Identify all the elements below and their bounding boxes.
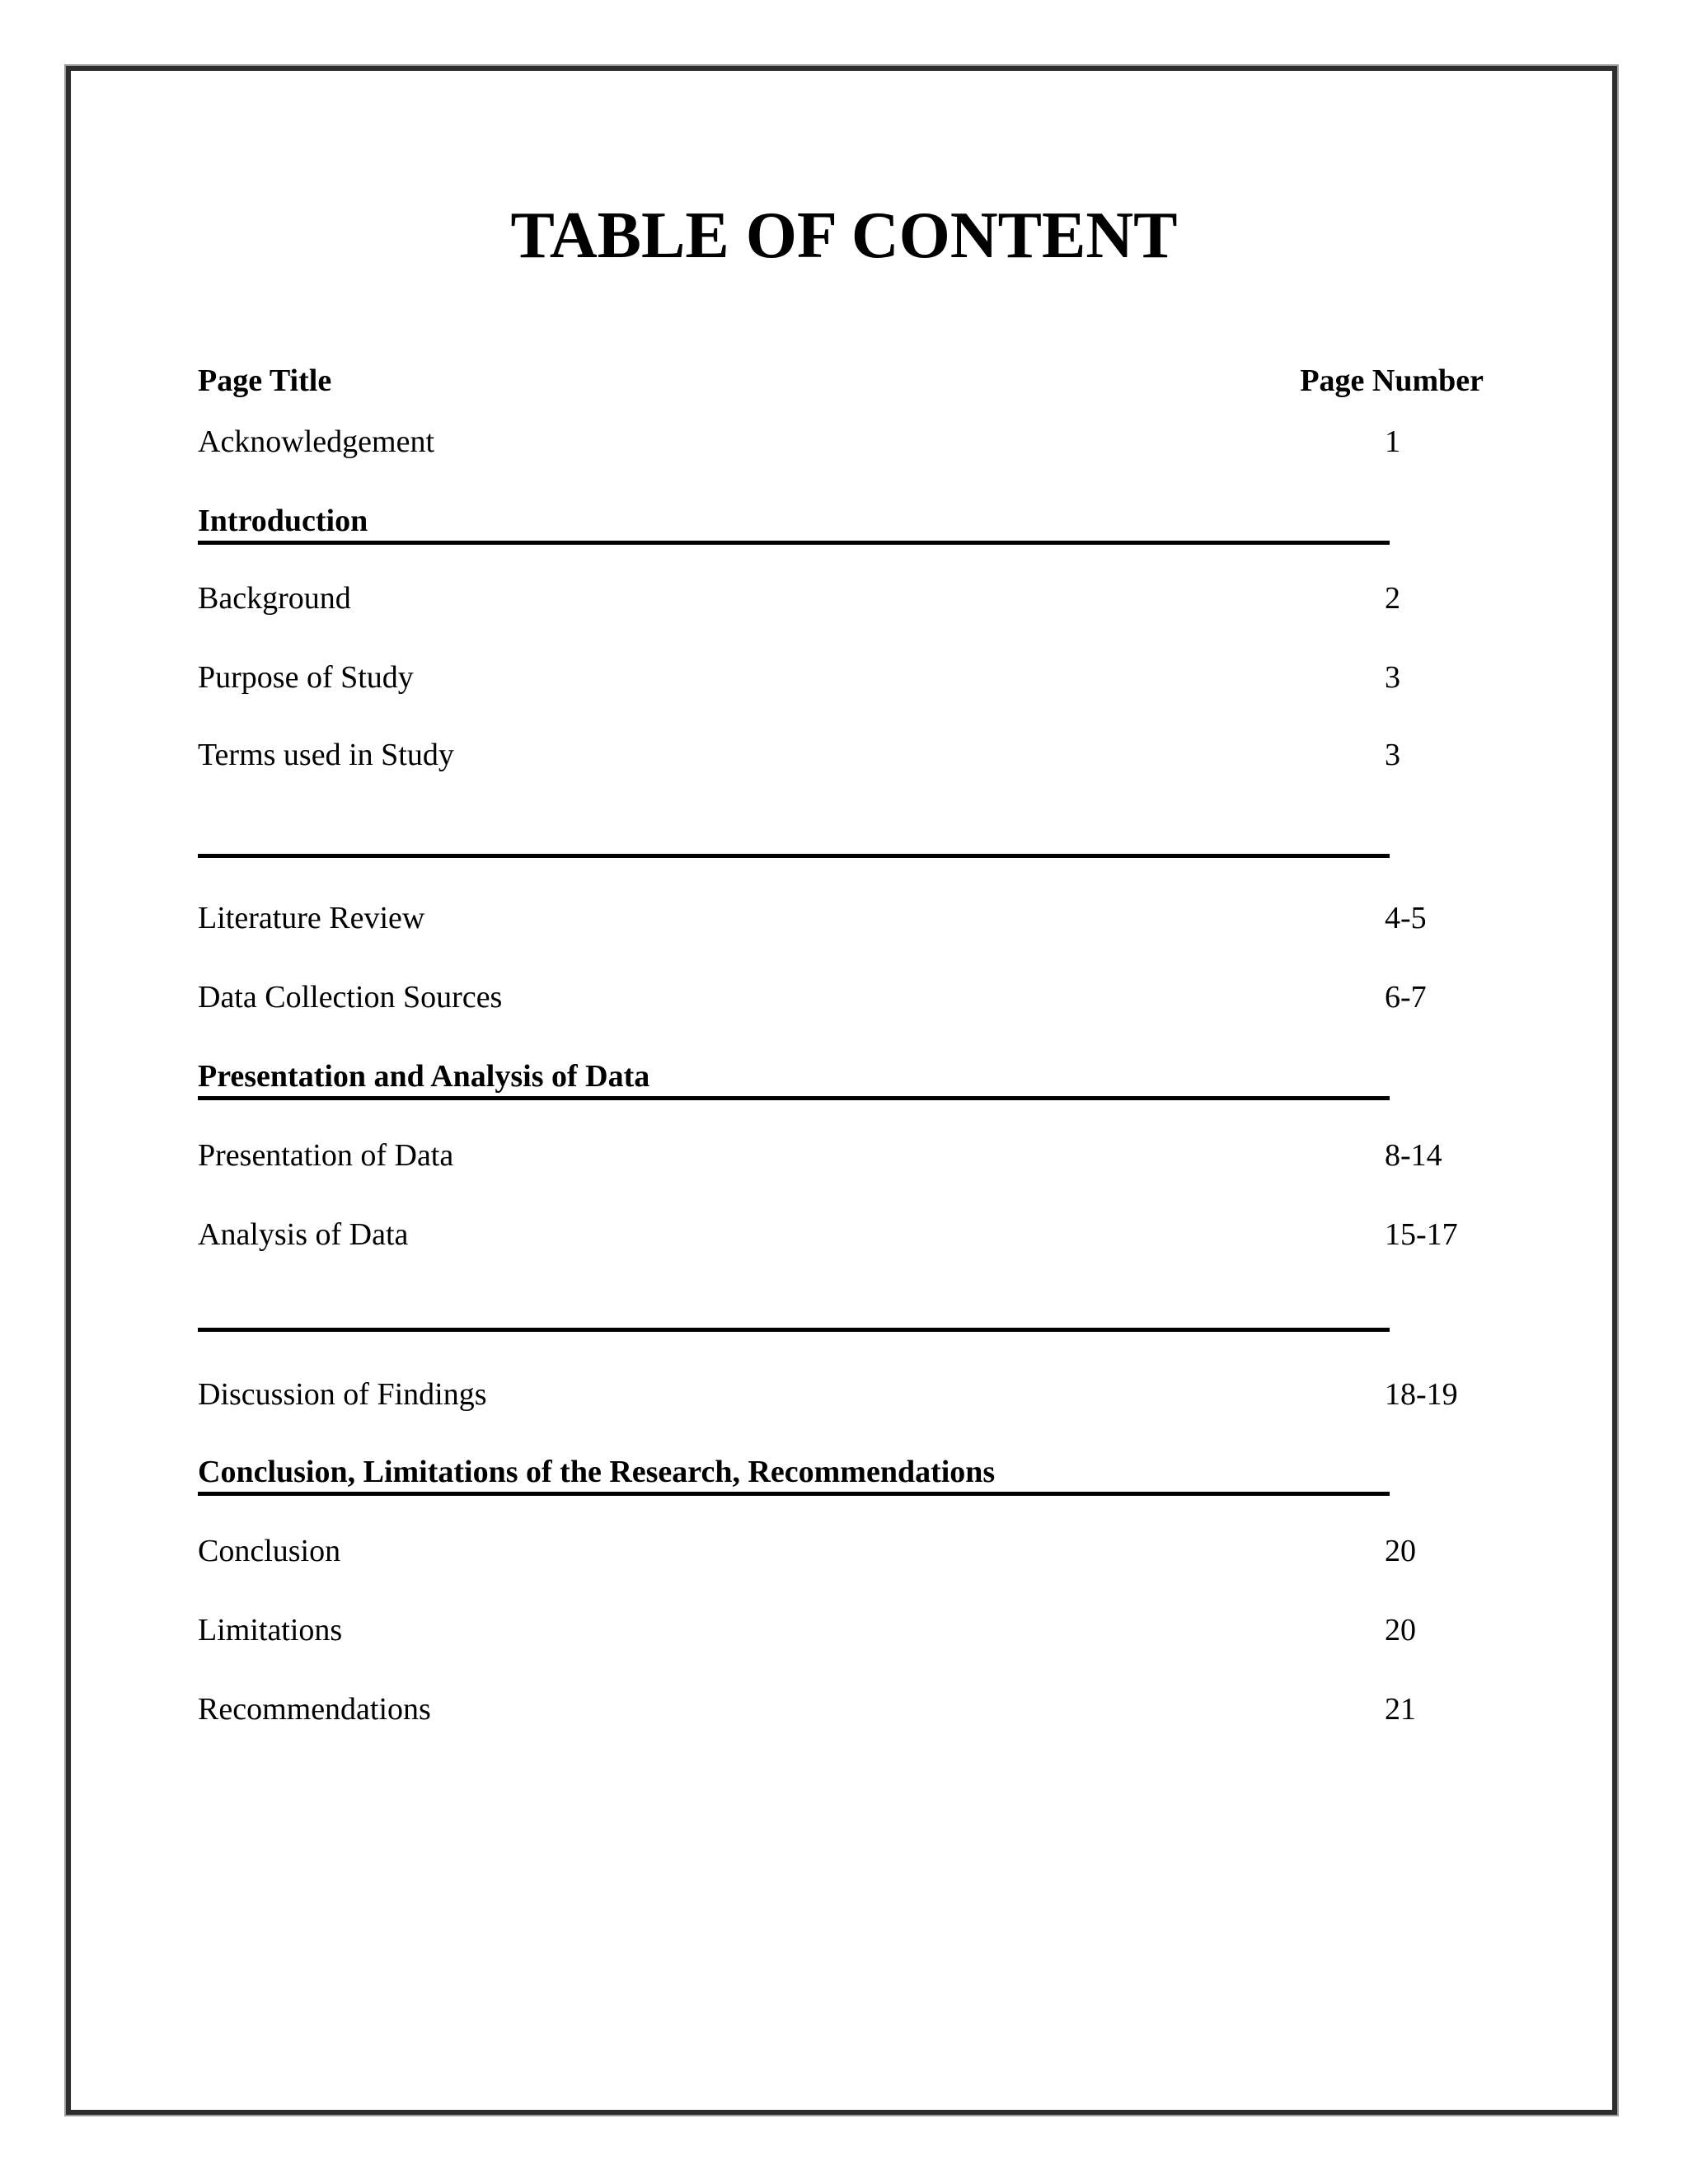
toc-entry-label: Presentation of Data xyxy=(198,1138,454,1173)
section-underline xyxy=(198,1096,1390,1100)
section-heading-conclusion[interactable] xyxy=(198,1451,1390,1500)
toc-entry-label: Limitations xyxy=(198,1613,343,1647)
column-header-row xyxy=(198,359,1484,409)
section-underline xyxy=(198,1492,1390,1496)
toc-entry-background[interactable] xyxy=(198,577,1484,626)
section-divider xyxy=(198,854,1390,858)
toc-entry-data-collection[interactable] xyxy=(198,976,1484,1025)
toc-entry-acknowledgement[interactable] xyxy=(198,420,1484,470)
toc-entry-label: Analysis of Data xyxy=(198,1217,409,1252)
section-heading-label: Presentation and Analysis of Data xyxy=(198,1059,650,1094)
toc-entry-page: 18-19 xyxy=(1385,1377,1458,1412)
toc-entry-label: Discussion of Findings xyxy=(198,1377,487,1412)
toc-entry-page: 20 xyxy=(1385,1534,1416,1568)
toc-entry-page: 1 xyxy=(1385,424,1400,459)
toc-entry-presentation-of-data[interactable] xyxy=(198,1134,1484,1183)
column-header-page-title: Page Title xyxy=(198,363,332,398)
toc-entry-label: Background xyxy=(198,581,351,616)
section-heading-presentation-analysis[interactable] xyxy=(198,1055,1390,1104)
toc-entry-page: 20 xyxy=(1385,1613,1416,1647)
toc-entry-label: Recommendations xyxy=(198,1692,431,1727)
toc-entry-conclusion[interactable] xyxy=(198,1530,1484,1579)
toc-entry-recommendations[interactable] xyxy=(198,1688,1484,1737)
section-heading-label: Conclusion, Limitations of the Research, Recommendations xyxy=(198,1455,996,1489)
toc-entry-terms-used[interactable] xyxy=(198,733,1484,783)
toc-entry-page: 21 xyxy=(1385,1692,1416,1727)
section-divider xyxy=(198,1328,1390,1332)
toc-entry-page: 8-14 xyxy=(1385,1138,1442,1173)
toc-entry-label: Data Collection Sources xyxy=(198,980,503,1015)
toc-entry-limitations[interactable] xyxy=(198,1609,1484,1658)
column-header-page-number: Page Number xyxy=(1300,363,1484,398)
section-heading-label: Introduction xyxy=(198,504,368,538)
toc-entry-page: 2 xyxy=(1385,581,1400,616)
toc-entry-label: Literature Review xyxy=(198,901,425,935)
toc-entry-literature-review[interactable] xyxy=(198,897,1484,946)
toc-entry-page: 15-17 xyxy=(1385,1217,1458,1252)
toc-entry-page: 4-5 xyxy=(1385,901,1427,935)
section-underline xyxy=(198,541,1390,545)
page-title: TABLE OF CONTENT xyxy=(510,199,1178,272)
toc-entry-page: 6-7 xyxy=(1385,980,1427,1015)
section-heading-introduction[interactable] xyxy=(198,499,1390,549)
toc-entry-page: 3 xyxy=(1385,738,1400,772)
toc-entry-label: Acknowledgement xyxy=(198,424,435,459)
toc-entry-analysis-of-data[interactable] xyxy=(198,1213,1484,1263)
toc-entry-page: 3 xyxy=(1385,660,1400,695)
toc-entry-label: Purpose of Study xyxy=(198,660,414,695)
toc-entry-label: Terms used in Study xyxy=(198,738,454,772)
toc-entry-discussion[interactable] xyxy=(198,1373,1484,1422)
toc-entry-purpose-of-study[interactable] xyxy=(198,656,1484,705)
toc-entry-label: Conclusion xyxy=(198,1534,341,1568)
